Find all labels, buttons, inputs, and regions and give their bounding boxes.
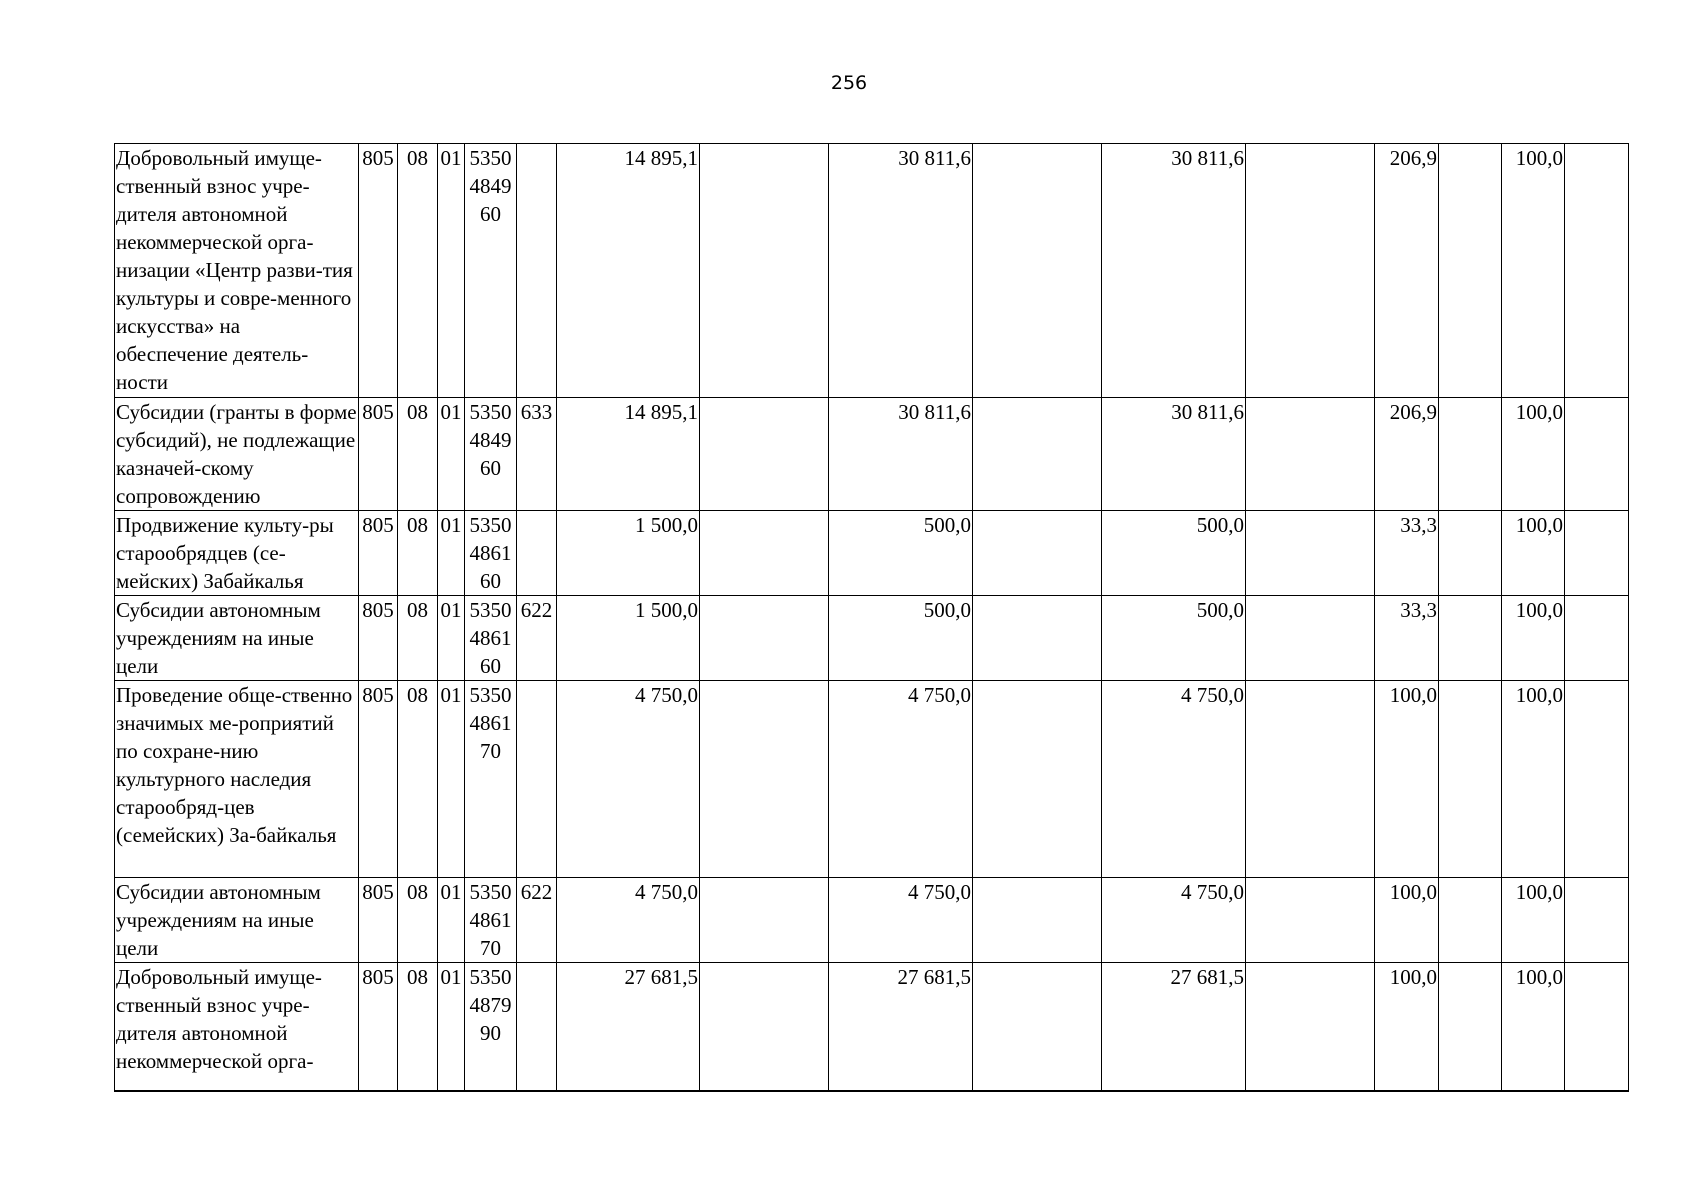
empty-cell — [1246, 963, 1375, 1091]
empty-cell — [1565, 963, 1629, 1091]
expense-type-cell — [517, 963, 557, 1091]
table-row — [115, 398, 1629, 511]
item-name-cell: Добровольный имуще-ственный взнос учре-дителя автономной некоммерческой орга- — [115, 963, 359, 1091]
item-name-cell: Продвижение культу-ры старообрядцев (се-мейских) Забайкалья — [115, 511, 359, 596]
empty-cell — [1565, 398, 1629, 511]
item-name-cell: Добровольный имуще-ственный взнос учре-дителя автономной некоммерческой орга-низации «Центр разви-тия культуры и совре-менного искусства» на обеспечение деятель-ности — [115, 144, 359, 398]
ministry-code-cell: 805 — [359, 511, 398, 596]
section-code-cell: 08 — [398, 681, 438, 878]
amount-2-cell: 500,0 — [829, 596, 973, 681]
amount-3-cell: 30 811,6 — [1102, 398, 1246, 511]
expense-type-cell — [517, 511, 557, 596]
amount-2-cell: 4 750,0 — [829, 878, 973, 963]
amount-2-cell: 27 681,5 — [829, 963, 973, 1091]
amount-3-cell: 27 681,5 — [1102, 963, 1246, 1091]
empty-cell — [1565, 878, 1629, 963]
empty-cell — [1439, 596, 1502, 681]
amount-3-cell: 30 811,6 — [1102, 144, 1246, 398]
item-name-cell: Проведение обще-ственно значимых ме-роприятий по сохране-нию культурного наследия старообряд-цев (семейских) За-байкалья — [115, 681, 359, 878]
target-article-cell: 5350486160 — [465, 596, 517, 681]
expense-type-cell: 633 — [517, 398, 557, 511]
empty-cell — [1439, 511, 1502, 596]
empty-cell — [973, 398, 1102, 511]
empty-cell — [1439, 398, 1502, 511]
empty-cell — [1565, 681, 1629, 878]
empty-cell — [700, 681, 829, 878]
amount-3-cell: 4 750,0 — [1102, 878, 1246, 963]
percent-1-cell: 206,9 — [1375, 144, 1439, 398]
subsection-code-cell: 01 — [438, 878, 465, 963]
empty-cell — [973, 878, 1102, 963]
ministry-code-cell: 805 — [359, 681, 398, 878]
empty-cell — [1246, 398, 1375, 511]
empty-cell — [1565, 596, 1629, 681]
ministry-code-cell: 805 — [359, 963, 398, 1091]
subsection-code-cell: 01 — [438, 596, 465, 681]
empty-cell — [973, 144, 1102, 398]
amount-1-cell: 1 500,0 — [557, 596, 700, 681]
empty-cell — [973, 681, 1102, 878]
empty-cell — [973, 511, 1102, 596]
percent-2-cell: 100,0 — [1502, 398, 1565, 511]
empty-cell — [700, 398, 829, 511]
percent-1-cell: 33,3 — [1375, 511, 1439, 596]
subsection-code-cell: 01 — [438, 398, 465, 511]
empty-cell — [700, 596, 829, 681]
page-number: 256 — [830, 72, 868, 94]
empty-cell — [1565, 144, 1629, 398]
empty-cell — [1246, 511, 1375, 596]
percent-1-cell: 100,0 — [1375, 878, 1439, 963]
section-code-cell: 08 — [398, 398, 438, 511]
amount-1-cell: 27 681,5 — [557, 963, 700, 1091]
empty-cell — [700, 963, 829, 1091]
empty-cell — [1439, 878, 1502, 963]
percent-1-cell: 206,9 — [1375, 398, 1439, 511]
table-row — [115, 511, 1629, 596]
percent-2-cell: 100,0 — [1502, 878, 1565, 963]
amount-1-cell: 14 895,1 — [557, 144, 700, 398]
subsection-code-cell: 01 — [438, 963, 465, 1091]
subsection-code-cell: 01 — [438, 144, 465, 398]
target-article-cell: 5350486170 — [465, 681, 517, 878]
target-article-cell: 5350487990 — [465, 963, 517, 1091]
table-row — [115, 878, 1629, 963]
percent-1-cell: 100,0 — [1375, 963, 1439, 1091]
percent-2-cell: 100,0 — [1502, 144, 1565, 398]
budget-table — [114, 143, 1629, 1092]
section-code-cell: 08 — [398, 963, 438, 1091]
empty-cell — [1246, 878, 1375, 963]
amount-3-cell: 500,0 — [1102, 596, 1246, 681]
empty-cell — [700, 511, 829, 596]
table-row — [115, 596, 1629, 681]
subsection-code-cell: 01 — [438, 681, 465, 878]
ministry-code-cell: 805 — [359, 398, 398, 511]
section-code-cell: 08 — [398, 596, 438, 681]
table-row — [115, 963, 1629, 1091]
empty-cell — [1439, 963, 1502, 1091]
empty-cell — [1439, 144, 1502, 398]
percent-2-cell: 100,0 — [1502, 596, 1565, 681]
percent-1-cell: 100,0 — [1375, 681, 1439, 878]
amount-2-cell: 30 811,6 — [829, 398, 973, 511]
amount-2-cell: 500,0 — [829, 511, 973, 596]
ministry-code-cell: 805 — [359, 144, 398, 398]
amount-2-cell: 30 811,6 — [829, 144, 973, 398]
amount-1-cell: 14 895,1 — [557, 398, 700, 511]
empty-cell — [1246, 596, 1375, 681]
empty-cell — [1246, 681, 1375, 878]
item-name-cell: Субсидии автономным учреждениям на иные цели — [115, 596, 359, 681]
table-row — [115, 681, 1629, 878]
amount-3-cell: 4 750,0 — [1102, 681, 1246, 878]
amount-1-cell: 4 750,0 — [557, 878, 700, 963]
percent-2-cell: 100,0 — [1502, 511, 1565, 596]
item-name-cell: Субсидии автономным учреждениям на иные цели — [115, 878, 359, 963]
section-code-cell: 08 — [398, 878, 438, 963]
empty-cell — [973, 963, 1102, 1091]
expense-type-cell: 622 — [517, 878, 557, 963]
target-article-cell: 5350486170 — [465, 878, 517, 963]
amount-1-cell: 1 500,0 — [557, 511, 700, 596]
subsection-code-cell: 01 — [438, 511, 465, 596]
section-code-cell: 08 — [398, 144, 438, 398]
amount-1-cell: 4 750,0 — [557, 681, 700, 878]
table-row — [115, 144, 1629, 398]
percent-2-cell: 100,0 — [1502, 963, 1565, 1091]
empty-cell — [1246, 144, 1375, 398]
target-article-cell: 5350484960 — [465, 398, 517, 511]
ministry-code-cell: 805 — [359, 878, 398, 963]
section-code-cell: 08 — [398, 511, 438, 596]
empty-cell — [700, 144, 829, 398]
empty-cell — [700, 878, 829, 963]
expense-type-cell — [517, 681, 557, 878]
target-article-cell: 5350486160 — [465, 511, 517, 596]
empty-cell — [1565, 511, 1629, 596]
percent-2-cell: 100,0 — [1502, 681, 1565, 878]
empty-cell — [973, 596, 1102, 681]
amount-3-cell: 500,0 — [1102, 511, 1246, 596]
amount-2-cell: 4 750,0 — [829, 681, 973, 878]
item-name-cell: Субсидии (гранты в форме субсидий), не подлежащие казначей-скому сопровождению — [115, 398, 359, 511]
expense-type-cell — [517, 144, 557, 398]
ministry-code-cell: 805 — [359, 596, 398, 681]
percent-1-cell: 33,3 — [1375, 596, 1439, 681]
target-article-cell: 5350484960 — [465, 144, 517, 398]
empty-cell — [1439, 681, 1502, 878]
expense-type-cell: 622 — [517, 596, 557, 681]
